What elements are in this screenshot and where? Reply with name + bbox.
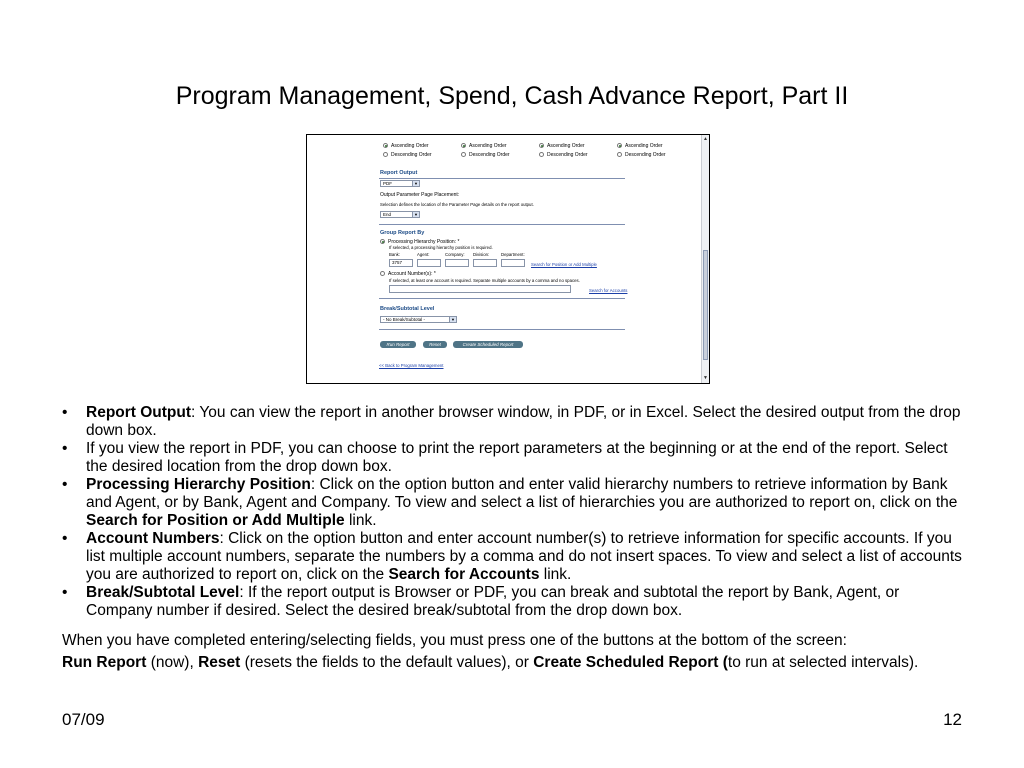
vertical-scrollbar[interactable] <box>701 135 709 383</box>
bullet-text: : If the report output is Browser or PDF, you can break and subtotal the report by Bank, Agent, or Company number if desired. Select the desired break/subtotal from the drop down box. <box>86 584 900 619</box>
bullet-link-term: Search for Position or Add Multiple <box>86 512 345 529</box>
bullet-term: Break/Subtotal Level <box>86 584 240 601</box>
bullet-text: : Click on the option button and enter account number(s) to retrieve information for specific accounts. If you list multiple account numbers, separate the numbers by a comma and do not insert spaces. To view and select a list of accounts you are authorized to report on, click on the <box>86 530 962 583</box>
option-label: Descending Order <box>391 152 432 158</box>
page-number: 12 <box>943 710 962 729</box>
agent-input[interactable] <box>417 259 441 267</box>
department-input[interactable] <box>501 259 525 267</box>
break-subtotal-select[interactable] <box>380 316 457 323</box>
bullet-term: Account Numbers <box>86 530 220 547</box>
slide-title: Program Management, Spend, Cash Advance Report, Part II <box>175 82 849 110</box>
footer-date: 07/09 <box>62 710 105 729</box>
account-input[interactable] <box>389 285 571 293</box>
section-divider <box>379 224 625 225</box>
section-divider <box>379 298 625 299</box>
radio-icon[interactable] <box>380 271 385 276</box>
select-value: End <box>383 212 392 217</box>
run-report-button[interactable]: Run Report <box>380 341 416 348</box>
select-value: PDF <box>383 181 392 186</box>
sort-col-4-descending[interactable] <box>617 152 666 158</box>
back-link[interactable]: << Back to Program Management <box>379 363 444 368</box>
bullet-text: If you view the report in PDF, you can choose to print the report parameters at the beginning or at the end of the report. Select the desired location from the drop down box. <box>86 440 948 475</box>
bullet-text: : Click on the option button and enter valid hierarchy numbers to retrieve information by Bank and Agent, or by Bank, Agent and Company. To view and select a list of hierarchies you are authorized to report on, click on the <box>86 476 958 511</box>
closing-text: to run at selected intervals). <box>727 654 919 671</box>
create-scheduled-report-button[interactable]: Create Scheduled Report <box>453 341 523 348</box>
output-format-select[interactable] <box>380 180 420 187</box>
col-bank-label: Bank: <box>389 252 400 257</box>
sort-col-1-ascending[interactable] <box>383 143 429 149</box>
section-divider <box>379 178 625 179</box>
select-value: - No Break/Subtotal - <box>383 317 426 322</box>
closing-text: (now), <box>146 654 199 671</box>
scroll-thumb[interactable] <box>703 250 708 360</box>
sort-col-1-descending[interactable] <box>383 152 432 158</box>
radio-icon[interactable] <box>383 152 388 157</box>
radio-icon[interactable] <box>383 143 388 148</box>
chevron-down-icon: ▼ <box>412 212 419 217</box>
option-label: Descending Order <box>625 152 666 158</box>
bank-input[interactable]: 3757 <box>389 259 413 267</box>
option-label: Ascending Order <box>469 143 507 149</box>
option-label: Ascending Order <box>547 143 585 149</box>
closing-line-1: When you have completed entering/selecting fields, you must press one of the buttons at the bottom of the screen: <box>62 632 847 649</box>
col-division-label: Division: <box>473 252 490 257</box>
division-input[interactable] <box>473 259 497 267</box>
radio-icon[interactable] <box>461 152 466 157</box>
closing-text: (resets the fields to the default values), or <box>240 654 534 671</box>
reset-term: Reset <box>198 654 241 671</box>
bullet-item <box>62 404 962 440</box>
option-label: Ascending Order <box>625 143 663 149</box>
reset-button[interactable]: Reset <box>423 341 447 348</box>
run-report-term: Run Report <box>62 654 147 671</box>
bullet-item <box>62 476 962 530</box>
hierarchy-note: If selected, a processing hierarchy position is required. <box>389 245 493 250</box>
bullet-item <box>62 530 962 584</box>
report-form-screenshot <box>306 134 710 384</box>
slide-body <box>62 404 962 672</box>
col-company-label: Company: <box>445 252 465 257</box>
report-output-heading: Report Output <box>380 170 418 176</box>
search-position-link[interactable]: Search for Position or Add Multiple <box>531 262 597 267</box>
bullet-text: link. <box>344 512 377 529</box>
option-label: Account Number(s): * <box>388 271 436 277</box>
radio-icon[interactable] <box>461 143 466 148</box>
bullet-text: link. <box>539 566 572 583</box>
option-label: Processing Hierarchy Position: * <box>388 239 460 245</box>
bullet-term: Report Output <box>86 404 192 421</box>
option-label: Descending Order <box>547 152 588 158</box>
bullet-item <box>62 584 962 620</box>
bullet-item <box>62 440 962 476</box>
chevron-down-icon: ▼ <box>449 317 456 322</box>
placement-select[interactable] <box>380 211 420 218</box>
radio-icon[interactable] <box>539 143 544 148</box>
bullet-list <box>62 404 962 620</box>
sort-col-2-descending[interactable] <box>461 152 510 158</box>
bullet-link-term: Search for Accounts <box>388 566 540 583</box>
sort-col-2-ascending[interactable] <box>461 143 507 149</box>
option-label: Descending Order <box>469 152 510 158</box>
scroll-up-icon[interactable]: ▲ <box>703 136 708 142</box>
chevron-down-icon: ▼ <box>412 181 419 186</box>
radio-icon[interactable] <box>380 239 385 244</box>
account-option[interactable] <box>380 271 436 277</box>
group-report-by-heading: Group Report By <box>380 230 425 236</box>
sort-col-3-descending[interactable] <box>539 152 588 158</box>
col-agent-label: Agent: <box>417 252 430 257</box>
radio-icon[interactable] <box>617 143 622 148</box>
company-input[interactable] <box>445 259 469 267</box>
placement-label: Output Parameter Page Placement: <box>380 192 460 198</box>
create-scheduled-term: Create Scheduled Report ( <box>533 654 728 671</box>
sort-col-4-ascending[interactable] <box>617 143 663 149</box>
break-subtotal-heading: Break/Subtotal Level <box>380 306 435 312</box>
radio-icon[interactable] <box>617 152 622 157</box>
search-accounts-link[interactable]: Search for Accounts <box>589 288 628 293</box>
option-label: Ascending Order <box>391 143 429 149</box>
closing-line-2 <box>62 654 962 672</box>
section-divider <box>379 329 625 330</box>
account-note: If selected, at least one account is required. Separate multiple accounts by a comma and no spaces. <box>389 278 580 283</box>
placement-note: Selection defines the location of the Parameter Page details on the report output. <box>380 202 534 207</box>
bullet-text: : You can view the report in another browser window, in PDF, or in Excel. Select the desired output from the drop down box. <box>86 404 961 439</box>
sort-col-3-ascending[interactable] <box>539 143 585 149</box>
radio-icon[interactable] <box>539 152 544 157</box>
col-department-label: Department: <box>501 252 525 257</box>
bullet-term: Processing Hierarchy Position <box>86 476 311 493</box>
scroll-down-icon[interactable]: ▼ <box>703 375 708 381</box>
